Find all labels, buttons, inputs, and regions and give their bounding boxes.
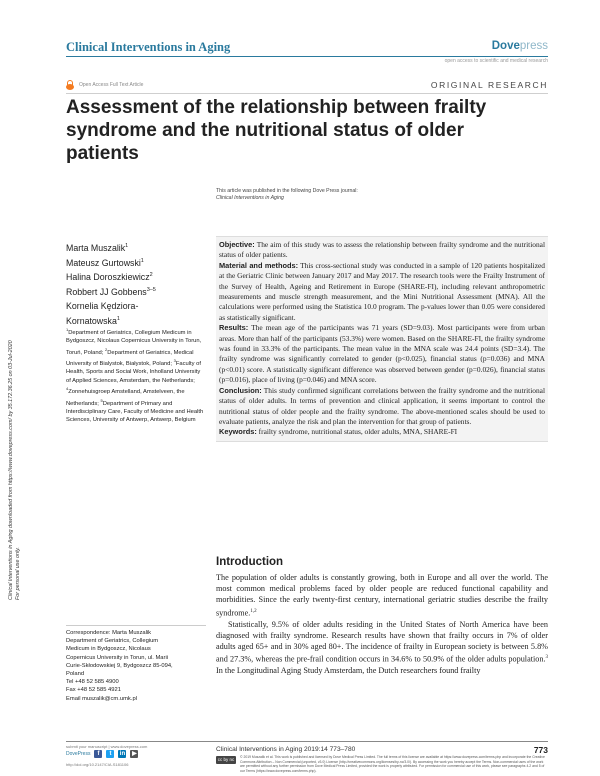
published-in-note <box>216 188 358 202</box>
affiliation-text: Department of Primary and Interdisciplinary Care, Faculty of Medicine and Health Sciences, University of Antwerp, Antwerp, Belgium <box>66 400 204 424</box>
journal-name[interactable]: Clinical Interventions in Aging <box>66 40 231 54</box>
open-access-badge <box>66 80 143 90</box>
introduction-text: The population of older adults is constantly growing, both in Europe and all over the world. The most common medical problems faced by older people are reduced functional capability and morbidities. Since the early twenty-first century, international geriatric studies describe the frailty syndrome. <box>216 573 548 618</box>
affiliation-number: 3 <box>173 358 176 364</box>
abstract-methods <box>219 261 545 323</box>
affiliation-text: Department of Geriatrics, Medical University of Bialystok, Białystok, Poland; <box>66 349 194 367</box>
affiliation-number: 2 <box>105 346 108 352</box>
correspondence-line: Medicum in Bydgoszcz, Nicolaus <box>66 646 151 653</box>
publisher-tagline: open access to scientific and medical research <box>444 58 548 64</box>
abstract-results-text: The mean age of the participants was 71 years (SD=9.03). Most participants were from urban areas. More than half of the participants (53.3%) were women. Based on the SHARE-FI, the frailty syndrome was found in 33.3% of the participants. The mean value in the MNA scale was 24.4 points (SD=3.4). The frailty syndrome was significantly correlated to gender (p<0.025), financial status (p=0.036) and MNA (p<0.01) score. A statistically significant difference was observed between gender (p=0.026), financial status (p=0.016), place of living (p=0.046) and MNA score. <box>219 323 545 385</box>
author-affiliation-ref: 3–5 <box>146 286 156 293</box>
abstract-results-label: Results: <box>219 323 249 333</box>
article-type-divider <box>66 93 548 94</box>
author <box>66 298 156 313</box>
author-name: Marta Muszalik <box>66 242 126 253</box>
abstract-objective <box>219 240 545 261</box>
abstract-keywords-label: Keywords: <box>219 427 257 437</box>
abstract-methods-label: Material and methods: <box>219 260 299 270</box>
open-access-label: Open Access Full Text Article <box>79 82 144 88</box>
introduction-text: In the Longitudinal Aging Study Amsterdam, the Dutch researchers found frailty <box>216 666 481 676</box>
author-affiliation-ref: 2 <box>149 272 153 279</box>
header-divider <box>66 56 548 57</box>
correspondence-line: Correspondence: Marta Muszalik <box>66 630 152 636</box>
author <box>66 240 156 255</box>
author-list <box>66 240 156 327</box>
affiliations <box>66 326 206 425</box>
citation-ref[interactable]: 1,2 <box>250 608 257 614</box>
dovepress-brand[interactable]: DovePress <box>66 751 91 757</box>
abstract-keywords-text: frailty syndrome, nutritional status, older adults, MNA, SHARE-FI <box>256 427 458 437</box>
article-title: Assessment of the relationship between frailty syndrome and the nutritional status of older patients <box>66 97 487 164</box>
linkedin-icon[interactable]: in <box>119 751 126 757</box>
author-name: Kornatowska <box>66 315 117 326</box>
introduction-text: Statistically, 9.5% of older adults residing in the United States of North America have been diagnosed with frailty syndrome. Research results have shown that frailty occurs in 7% of older adults aged 65+ and in 30% aged 80+. The incidence of frailty in European society is between 5.8% and 27.3%, whereas the pre-frail condition occurs in 34.6% to 50.9% of the older adults population. <box>216 619 548 664</box>
publisher-logo-bold: Dove <box>491 40 520 52</box>
introduction-paragraph <box>216 619 548 677</box>
published-in-text: This article was published in the following Dove Press journal: <box>216 188 358 194</box>
introduction-paragraph <box>216 572 548 619</box>
author-name: Kornelia Kędziora- <box>66 300 139 311</box>
author <box>66 269 156 284</box>
correspondence-line: Fax +48 52 585 4921 <box>66 687 121 694</box>
personal-use-line: For personal use only. <box>14 547 21 600</box>
author-name: Robbert JJ Gobbens <box>66 286 147 297</box>
article-type: ORIGINAL RESEARCH <box>430 80 548 90</box>
affiliation-number: 1 <box>66 327 69 332</box>
correspondence-line: Poland <box>66 671 85 678</box>
introduction-body <box>216 572 548 676</box>
footer-divider <box>66 741 548 742</box>
publisher-logo[interactable] <box>492 40 548 52</box>
author-affiliation-ref: 1 <box>125 243 129 249</box>
author-affiliation-ref: 1 <box>116 315 120 322</box>
introduction-heading: Introduction <box>216 556 284 568</box>
abstract-conclusion-text: This study confirmed significant correlations between the frailty syndrome and the nutritional status of older adults. In terms of prevention and clinical application, it seems important to control the nutritional status of older people and the frailty syndrome. The above-mentioned scales should be used to evaluate patients, analyze the risk and plan the intervention for that group of patients. <box>219 385 545 426</box>
abstract-results <box>219 323 545 385</box>
twitter-icon[interactable]: t <box>106 750 114 758</box>
affiliation-number: 5 <box>100 397 103 403</box>
publisher-logo-thin: press <box>519 40 548 52</box>
correspondence-line: Department of Geriatrics, Collegium <box>66 638 159 645</box>
video-icon[interactable]: ▶ <box>132 751 137 757</box>
download-notice <box>8 160 21 600</box>
doi-link[interactable]: http://doi.org/10.2147/CIA.S181106 <box>66 762 129 767</box>
abstract-box <box>216 236 548 442</box>
author <box>66 284 156 299</box>
page-number: 773 <box>533 745 548 755</box>
author <box>66 313 156 328</box>
citation-ref[interactable]: 3 <box>545 655 548 661</box>
published-in-journal[interactable]: Clinical Interventions in Aging <box>216 195 284 202</box>
correspondence-line: Tel +48 52 585 4900 <box>66 679 119 686</box>
author-affiliation-ref: 1 <box>140 257 144 264</box>
correspondence-email[interactable]: Email muszalik@cm.umk.pl <box>66 695 137 702</box>
submit-manuscript-link[interactable]: submit your manuscript | www.dovepress.com <box>66 744 148 749</box>
facebook-icon[interactable]: f <box>94 750 102 758</box>
footer-citation: Clinical Interventions in Aging 2019:14 773–780 <box>216 746 356 753</box>
affiliation-number: 4 <box>66 386 69 392</box>
abstract-methods-text: This cross-sectional study was conducted in a sample of 120 patients hospitalized at the Geriatric Clinic between January 2017 and May 2017. The research tools were the Frailty Instrument of the Survey of Health, Ageing and Retirement in Europe (SHARE-FI), including relevant anthropometric measurements and muscle strength measurement, and the Mini Nutritional Assessment (MNA). All the calculations were performed using the Statistica 10.0 program. The p-values lower than 0.05 were considered as statistically significant. <box>219 260 545 322</box>
creative-commons-badge[interactable]: cc by nc <box>217 757 235 762</box>
download-notice-line: Clinical Interventions in Aging downloaded from https://www.dovepress.com/ by 35.172.36.25 on 03-Jul-2020 <box>8 340 14 600</box>
correspondence-line: Curie-Skłodowskiej 9, Bydgoszcz 85-094, <box>66 662 173 669</box>
correspondence-line: Copernicus University in Torun, ul. Marii <box>66 654 169 661</box>
abstract-objective-text: The aim of this study was to assess the relationship between frailty syndrome and the nutritional status of older patients. <box>219 240 545 260</box>
affiliation-text: Zonnehuisgroep Amstelland, Amstelveen, the Netherlands; <box>66 389 185 407</box>
affiliation-text: Department of Geriatrics, Collegium Medicum in Bydgoszcz, Nicolaus Copernicus University in Torun, Toruń, Poland; <box>66 329 202 356</box>
footer-social-row <box>66 750 138 758</box>
open-access-lock-icon <box>66 80 74 90</box>
author <box>66 255 156 270</box>
correspondence-divider <box>66 625 206 626</box>
affiliation-text: Faculty of Health, Sports and Social Work, Inholland University of Applied Sciences, Amsterdam, the Netherlands; <box>66 360 201 384</box>
abstract-conclusion-label: Conclusion: <box>219 385 262 395</box>
author-name: Mateusz Gurtowski <box>66 257 141 268</box>
license-text: © 2019 Muszalik et al. This work is published and licensed by Dove Medical Press Limited. The full terms of this license are available at https://www.dovepress.com/terms.php and incorporate the Creative Commons Attribution – Non Commercial (unported, v3.0) License (http://creativecommons.org/licenses/by-nc/3.0/). By accessing the work you hereby accept the Terms. Non-commercial uses of the work are permitted without any further permission from Dove Medical Press Limited, provided the work is properly attributed. For permission for commercial use of this work, please see paragraphs 4.2 and 5 of our Terms (https://www.dovepress.com/terms.php). <box>240 755 545 773</box>
correspondence <box>66 629 206 703</box>
abstract-keywords <box>219 427 545 437</box>
author-name: Halina Doroszkiewicz <box>66 271 150 282</box>
abstract-conclusion <box>219 386 545 428</box>
abstract-objective-label: Objective: <box>219 240 255 249</box>
